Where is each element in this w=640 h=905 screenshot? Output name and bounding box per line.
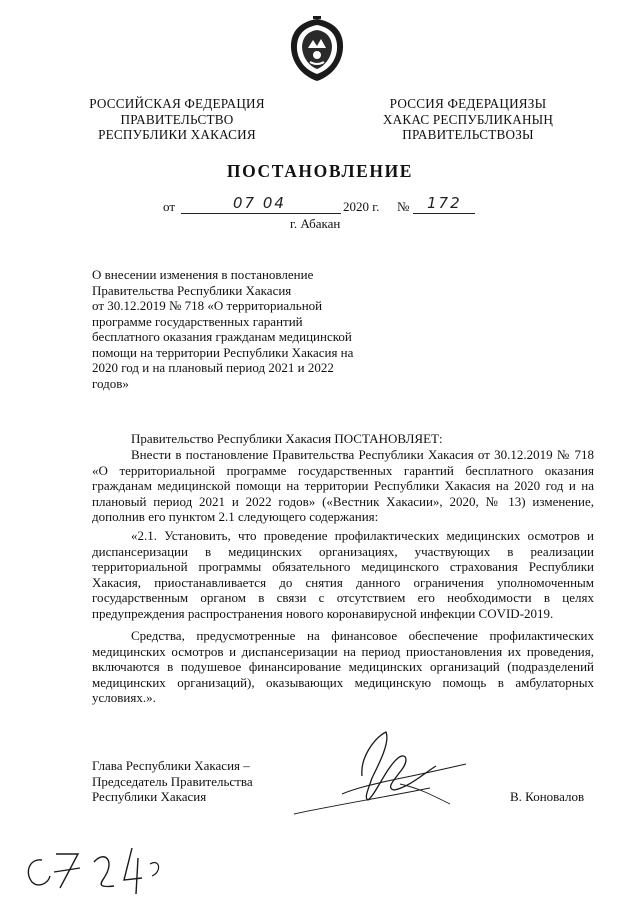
signatory-title-line: Республики Хакасия	[92, 789, 207, 804]
date-from-label: от	[163, 199, 176, 214]
header-right-line: РОССИЯ ФЕДЕРАЦИЯЗЫ	[389, 96, 547, 111]
number-underline	[413, 213, 475, 214]
signatory-title-line: Председатель Правительства	[92, 773, 253, 789]
signatory-name: В. Коновалов	[510, 789, 585, 804]
subject-line: бесплатного оказания гражданам медицинской	[92, 329, 352, 344]
header-right	[360, 96, 576, 143]
number-label: №	[397, 199, 410, 214]
subject-block	[92, 267, 376, 391]
handwritten-mark	[20, 838, 170, 898]
subject-line: О внесении изменения в постановление	[92, 267, 314, 282]
paragraph-2-1: «2.1. Установить, что проведение профилактических медицинских осмотров и диспансеризации в медицинских организациях, участвующих в реализации территориальной программы обязательного медицинского страхования Республики Хакасия, приостанавливается до снятия данного ограничения уполномоченным государственным органом в связи с отсутствием его необходимости в целях предупреждения распространения нового коронавирусной инфекции COVID-2019.	[92, 528, 594, 621]
document-type-title: ПОСТАНОВЛЕНИЕ	[226, 161, 414, 181]
paragraph-amendment: Внести в постановление Правительства Республики Хакасия от 30.12.2019 № 718 «О территориальной программе государственных гарантий бесплатного оказания гражданам медицинской помощи на территории Республики Хакасия на 2020 год и на плановый период 2021 и 2022 годов» («Вестник Хакасии», 2020, № 13) изменение, дополнив его пунктом 2.1 следующего содержания:	[92, 447, 594, 524]
subject-line: 2020 год и на плановый период 2021 и 2022	[92, 360, 334, 375]
date-handwritten: 07 04	[233, 194, 286, 212]
date-year: 2020 г.	[343, 199, 380, 214]
subject-line: годов»	[92, 375, 129, 391]
city: г. Абакан	[290, 216, 341, 231]
header-left-line: РОССИЙСКАЯ ФЕДЕРАЦИЯ	[89, 96, 265, 111]
date-number-line	[155, 194, 485, 217]
header-left-line: ПРАВИТЕЛЬСТВО	[120, 111, 234, 127]
subject-line: от 30.12.2019 № 718 «О территориальной	[92, 298, 323, 313]
signatory-title	[92, 758, 253, 805]
signatory-title-line: Глава Республики Хакасия –	[92, 758, 250, 773]
number-handwritten: 172	[427, 194, 462, 212]
header-right-line: ХАКАС РЕСПУБЛИКАНЫҢ	[382, 111, 554, 127]
header-left	[78, 96, 276, 143]
paragraph-funding: Средства, предусмотренные на финансовое обеспечение профилактических медицинских осмотров и диспансеризации на период приостановления их проведения, включаются в подушевое финансирование медицинских организаций (подразделений медицинских организаций), оказывающих медицинскую помощь в амбулаторных условиях.».	[92, 628, 594, 705]
subject-line: помощи на территории Республики Хакасия на	[92, 344, 354, 360]
subject-line: программе государственных гарантий	[92, 313, 303, 329]
header-left-line: РЕСПУБЛИКИ ХАКАСИЯ	[98, 127, 256, 142]
subject-line: Правительства Республики Хакасия	[92, 282, 292, 298]
handwritten-signature	[290, 728, 490, 820]
resolution-intro: Правительство Республики Хакасия ПОСТАНОВЛЯЕТ:	[131, 431, 443, 446]
header-right-line: ПРАВИТЕЛЬСТВОЗЫ	[402, 127, 534, 142]
coat-of-arms-icon	[286, 16, 348, 84]
date-underline	[181, 213, 341, 214]
